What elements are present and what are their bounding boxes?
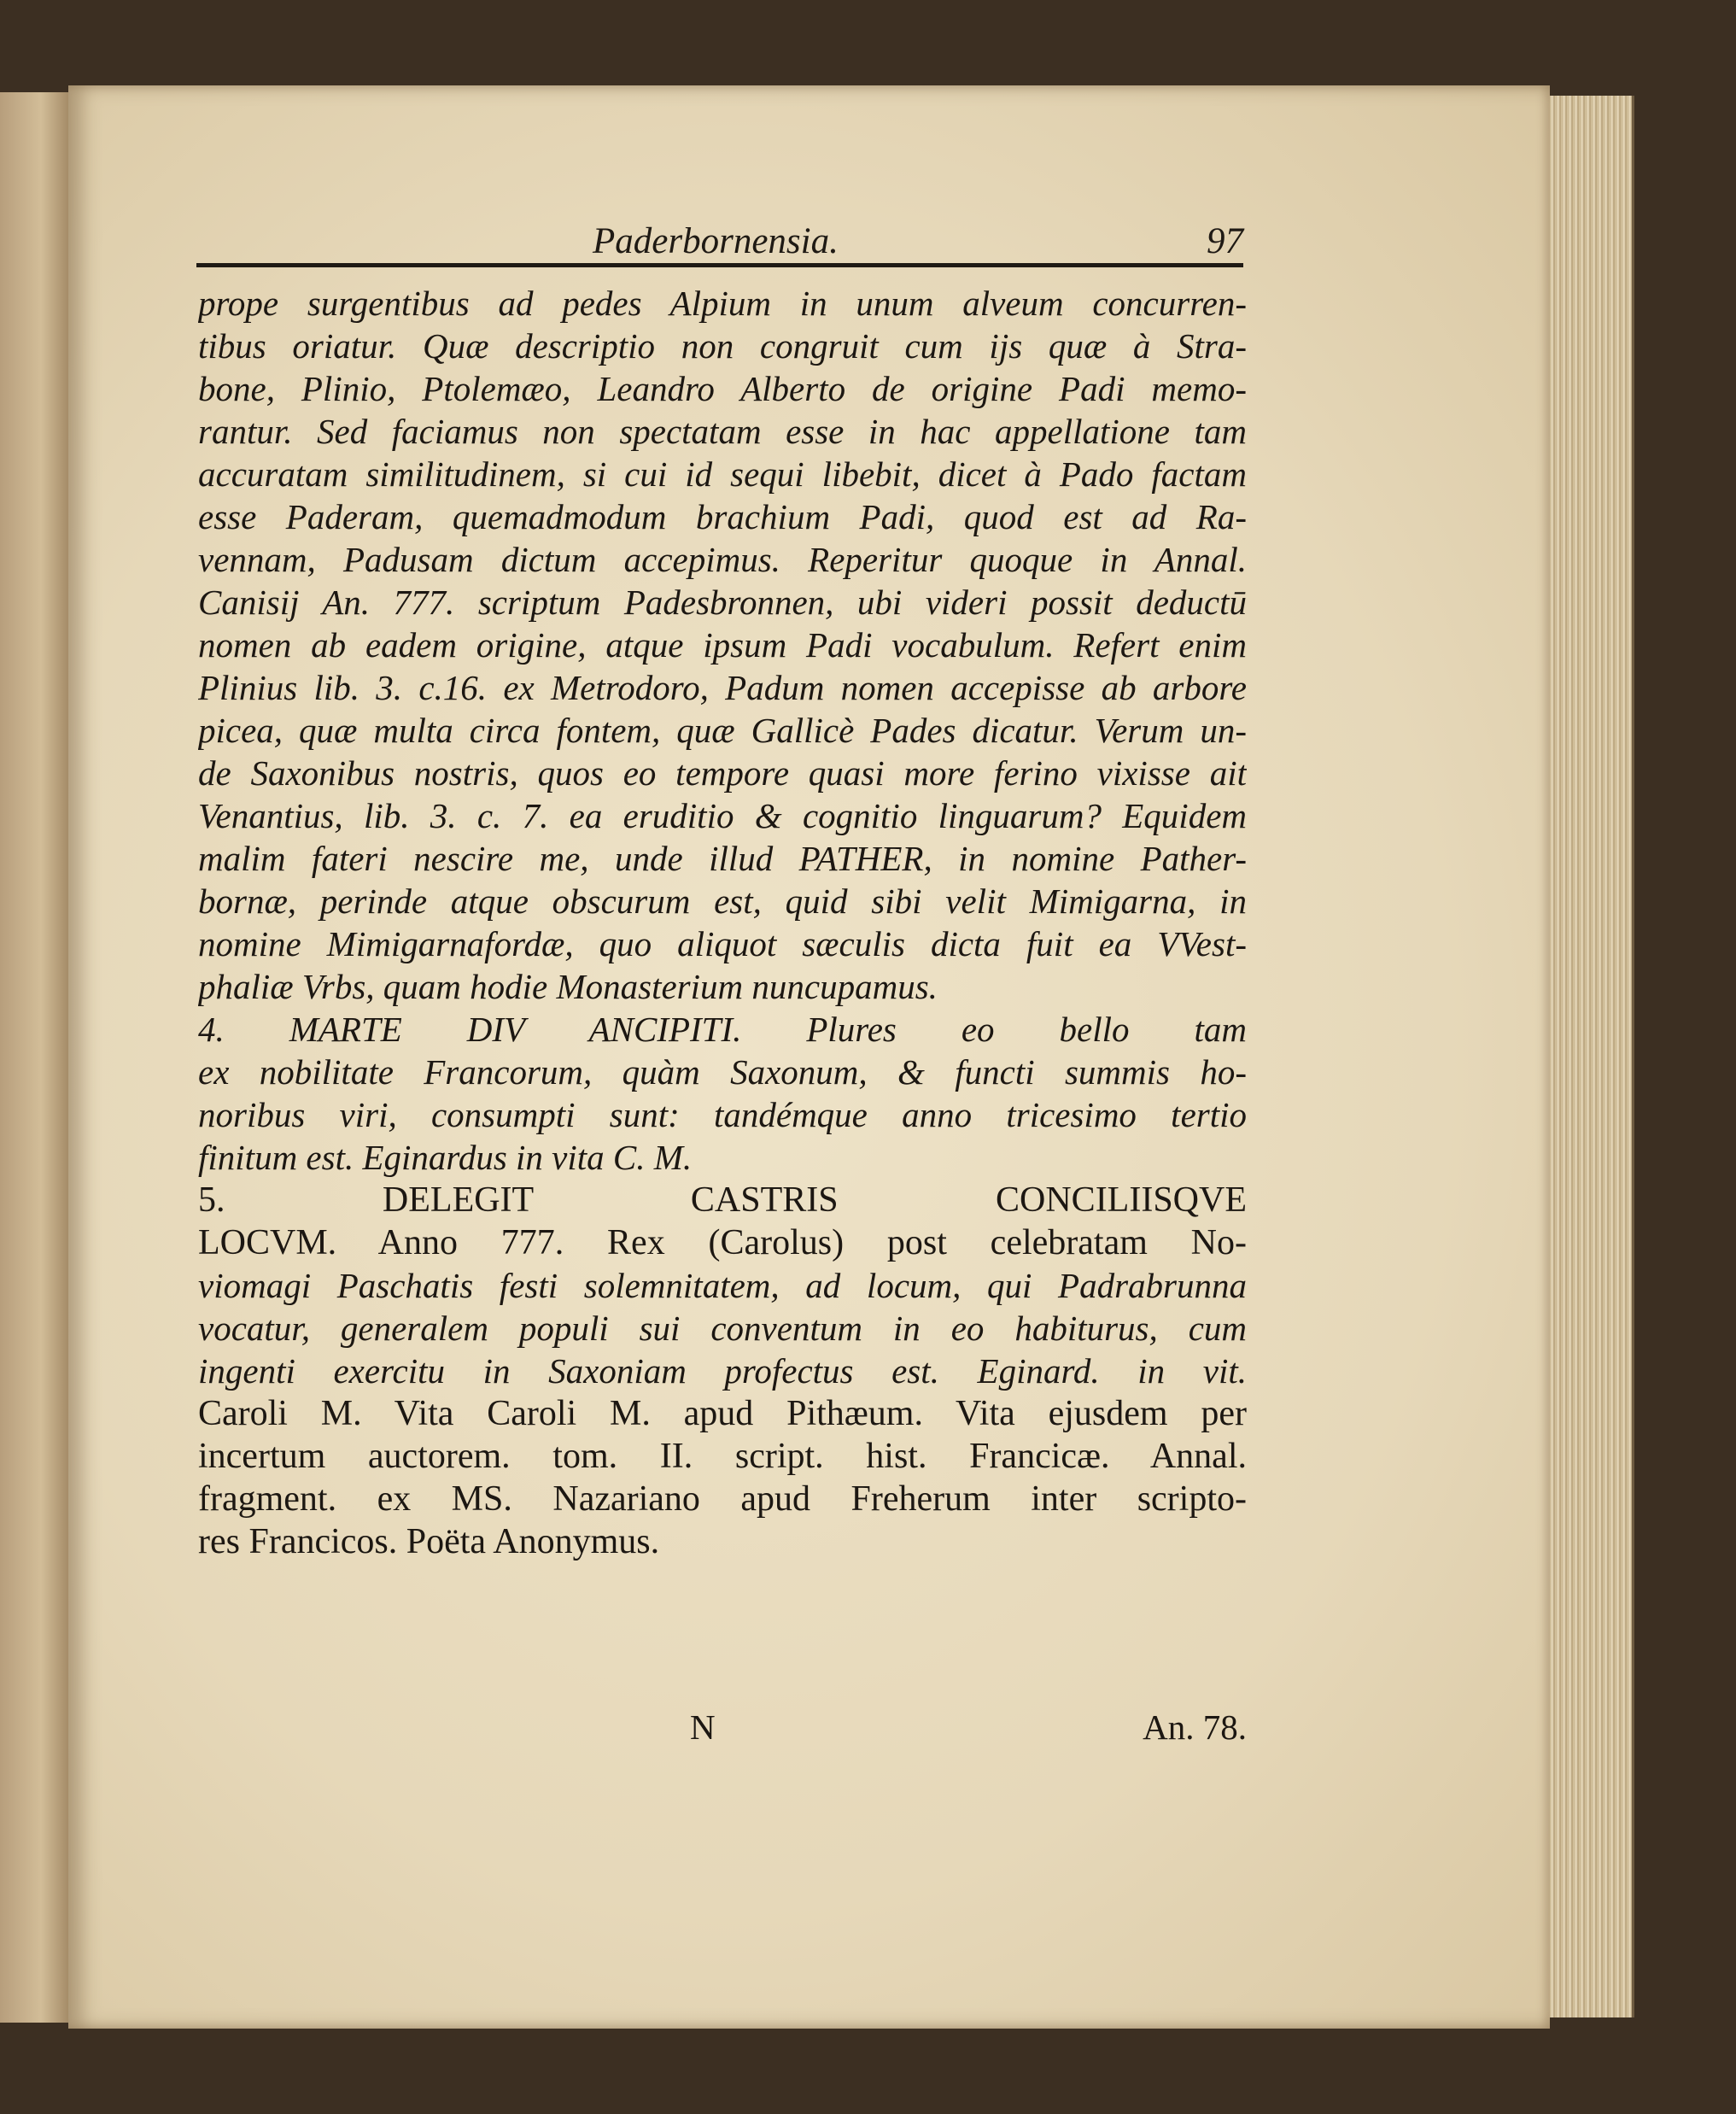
text-line: malim fateri nescire me, unde illud PATHER, in nomine Pather- (198, 839, 1247, 878)
text-line: accuratam similitudinem, si cui id sequi libebit, dicet à Pado factam (198, 454, 1247, 494)
text-line: 4. MARTE DIV ANCIPITI. Plures eo bello tam (198, 1010, 1247, 1049)
text-line: bone, Plinio, Ptolemæo, Leandro Alberto de origine Padi memo- (198, 369, 1247, 408)
text-line: res Francicos. Poëta Anonymus. (198, 1522, 660, 1561)
text-line: Canisij An. 777. scriptum Padesbronnen, ubi videri possit deductū (198, 583, 1247, 622)
text-line: phaliæ Vrbs, quam hodie Monasterium nuncupamus. (198, 967, 938, 1006)
text-line: finitum est. Eginardus in vita C. M. (198, 1138, 693, 1177)
page-footer (198, 1707, 1247, 1754)
text-line: bornæ, perinde atque obscurum est, quid sibi velit Mimigarna, in (198, 881, 1247, 921)
text-line: viomagi Paschatis festi solemnitatem, ad locum, qui Padrabrunna (198, 1266, 1247, 1305)
body-text (198, 282, 1247, 1563)
text-line: vocatur, generalem populi sui conventum in eo habiturus, cum (198, 1309, 1247, 1348)
text-line: vennam, Padusam dictum accepimus. Reperitur quoque in Annal. (198, 540, 1247, 579)
text-line: nomine Mimigarnafordæ, quo aliquot sæculis dicta fuit ea VVest- (198, 924, 1247, 963)
text-line: ingenti exercitu in Saxoniam profectus est. Eginard. in vit. (198, 1351, 1247, 1391)
page-number: 97 (1207, 221, 1243, 261)
text-line: Venantius, lib. 3. c. 7. ea eruditio & cognitio linguarum? Equidem (198, 796, 1247, 835)
running-head: Paderbornensia. (593, 221, 839, 261)
text-line: Plinius lib. 3. c.16. ex Metrodoro, Padum nomen accepisse ab arbore (198, 668, 1247, 707)
text-line: de Saxonibus nostris, quos eo tempore quasi more ferino vixisse ait (198, 753, 1247, 793)
text-line: LOCVM. Anno 777. Rex (Carolus) post celebratam No- (198, 1223, 1247, 1262)
text-line: picea, quæ multa circa fontem, quæ Gallicè Pades dicatur. Verum un- (198, 711, 1247, 750)
previous-page-edge (0, 92, 68, 2023)
page-header (203, 220, 1243, 263)
text-line: 5. DELEGIT CASTRIS CONCILIISQVE (198, 1180, 1247, 1220)
text-line: tibus oriatur. Quæ descriptio non congruit cum ijs quæ à Stra- (198, 326, 1247, 366)
text-line: nomen ab eadem origine, atque ipsum Padi vocabulum. Refert enim (198, 625, 1247, 665)
text-line: fragment. ex MS. Nazariano apud Freherum inter scripto- (198, 1479, 1247, 1519)
catchword: An. 78. (1143, 1707, 1247, 1747)
text-line: ex nobilitate Francorum, quàm Saxonum, & functi summis ho- (198, 1052, 1247, 1092)
text-line: noribus viri, consumpti sunt: tandémque anno tricesimo tertio (198, 1095, 1247, 1134)
signature-mark: N (690, 1707, 716, 1747)
page-stack-edges (1550, 96, 1634, 2017)
text-line: Caroli M. Vita Caroli M. apud Pithæum. Vita ejusdem per (198, 1394, 1247, 1433)
text-line: prope surgentibus ad pedes Alpium in unum alveum concurren- (198, 284, 1247, 323)
header-rule (196, 263, 1243, 267)
text-line: esse Paderam, quemadmodum brachium Padi, quod est ad Ra- (198, 497, 1247, 536)
text-line: rantur. Sed faciamus non spectatam esse in hac appellatione tam (198, 412, 1247, 451)
text-line: incertum auctorem. tom. II. script. hist. Francicæ. Annal. (198, 1437, 1247, 1476)
